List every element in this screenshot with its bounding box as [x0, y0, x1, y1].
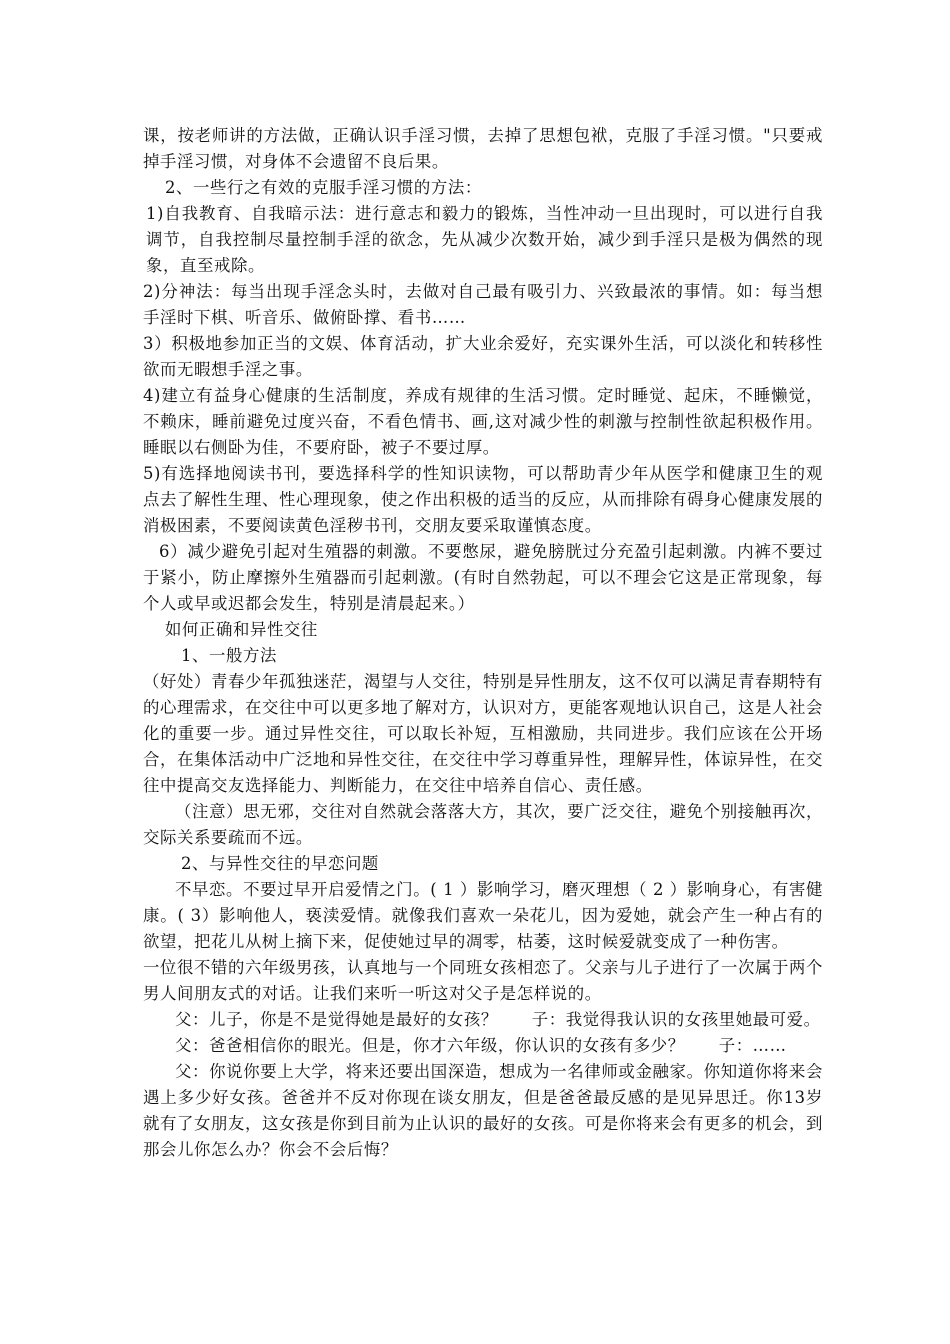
- paragraph-story-intro: 一位很不错的六年级男孩，认真地与一个同班女孩相恋了。父亲与儿子进行了一次属于两个男人间朋友式的对话。让我们来听一听这对父子是怎样说的。: [143, 958, 823, 1003]
- dialogue-line-3: 父：你说你要上大学，将来还要出国深造，想成为一名律师或金融家。你知道你将来会遇上多少好女孩。爸爸并不反对你现在谈女朋友，但是爸爸最反感的是见异思迁。你13岁就有了女朋友，这女孩是你到目前为止认识的最好的女孩。可是你将来会有更多的机会，到那会儿你怎么办？你会不会后悔？: [143, 1062, 823, 1159]
- section-title-opposite-sex: 如何正确和异性交往: [165, 620, 318, 639]
- dialogue-line-1: 父：儿子，你是不是觉得她是最好的女孩？ 子：我觉得我认识的女孩里她最可爱。: [175, 1010, 821, 1029]
- document-page: [143, 123, 823, 1163]
- method-5-reading: 5)有选择地阅读书刊，要选择科学的性知识读物，可以帮助青少年从医学和健康卫生的观点去了解性生理、性心理现象，使之作出积极的适当的反应，从而排除有碍身心健康发展的消极困素，不要阅读黄色淫秽书刊，交朋友要采取谨慎态度。: [143, 464, 823, 535]
- method-4-routine: 4)建立有益身心健康的生活制度，养成有规律的生活习惯。定时睡觉、起床，不睡懒觉，不赖床，睡前避免过度兴奋，不看色情书、画,这对减少性的刺激与控制性欲起积极作用。睡眠以右侧卧为佳，不要府卧，被子不要过厚。: [143, 386, 823, 457]
- paragraph-intro-continuation: 课，按老师讲的方法做，正确认识手淫习惯，去掉了思想包袱，克服了手淫习惯。"只要戒掉手淫习惯，对身体不会遗留不良后果。: [143, 126, 823, 171]
- paragraph-benefits: （好处）青春少年孤独迷茫，渴望与人交往，特别是异性朋友，这不仅可以满足青春期特有的心理需求，在交往中可以更多地了解对方，认识对方，更能客观地认识自己，这是人社会化的重要一步。通过异性交往，可以取长补短，互相激励，共同进步。我们应该在公开场合，在集体活动中广泛地和异性交往，在交往中学习尊重异性，理解异性，体谅异性，在交往中提高交友选择能力、判断能力，在交往中培养自信心、责任感。: [143, 672, 823, 795]
- heading-early-love: 2、与异性交往的早恋问题: [181, 854, 379, 873]
- heading-general-methods: 1、一般方法: [181, 646, 277, 665]
- method-1-self-education: 1)自我教育、自我暗示法：进行意志和毅力的锻炼，当性冲动一旦出现时，可以进行自我调节，自我控制尽量控制手淫的欲念，先从减少次数开始，减少到手淫只是极为偶然的现象，直至戒除。: [146, 204, 823, 275]
- dialogue-line-2: 父：爸爸相信你的眼光。但是，你才六年级，你认识的女孩有多少？ 子：……: [175, 1036, 787, 1055]
- method-2-distraction: 2)分神法：每当出现手淫念头时，去做对自己最有吸引力、兴致最浓的事情。如：每当想手淫时下棋、听音乐、做俯卧撑、看书……: [143, 282, 823, 327]
- paragraph-no-early-love: 不早恋。不要过早开启爱情之门。( 1 ）影响学习，磨灭理想（ 2 ）影响身心，有害健康。( 3）影响他人，亵渎爱情。就像我们喜欢一朵花儿，因为爱她，就会产生一种占有的欲望，把花儿从树上摘下来，促使她过早的凋零，枯萎，这时候爱就变成了一种伤害。: [143, 880, 823, 951]
- heading-methods: 2、一些行之有效的克服手淫习惯的方法：: [165, 178, 482, 197]
- paragraph-notes: （注意）思无邪，交往对自然就会落落大方，其次，要广泛交往，避免个别接触再次，交际关系要疏而不远。: [143, 802, 823, 847]
- method-6-avoid-stimulation: 6）减少避免引起对生殖器的刺激。不要憋尿，避免膀胱过分充盈引起刺激。内裤不要过于紧小，防止摩擦外生殖器而引起刺激。(有时自然勃起，可以不理会它这是正常现象，每个人或早或迟都会发生，特别是清晨起来。）: [143, 542, 823, 613]
- method-3-activities: 3）积极地参加正当的文娱、体育活动，扩大业余爱好，充实课外生活，可以淡化和转移性欲而无暇想手淫之事。: [143, 334, 823, 379]
